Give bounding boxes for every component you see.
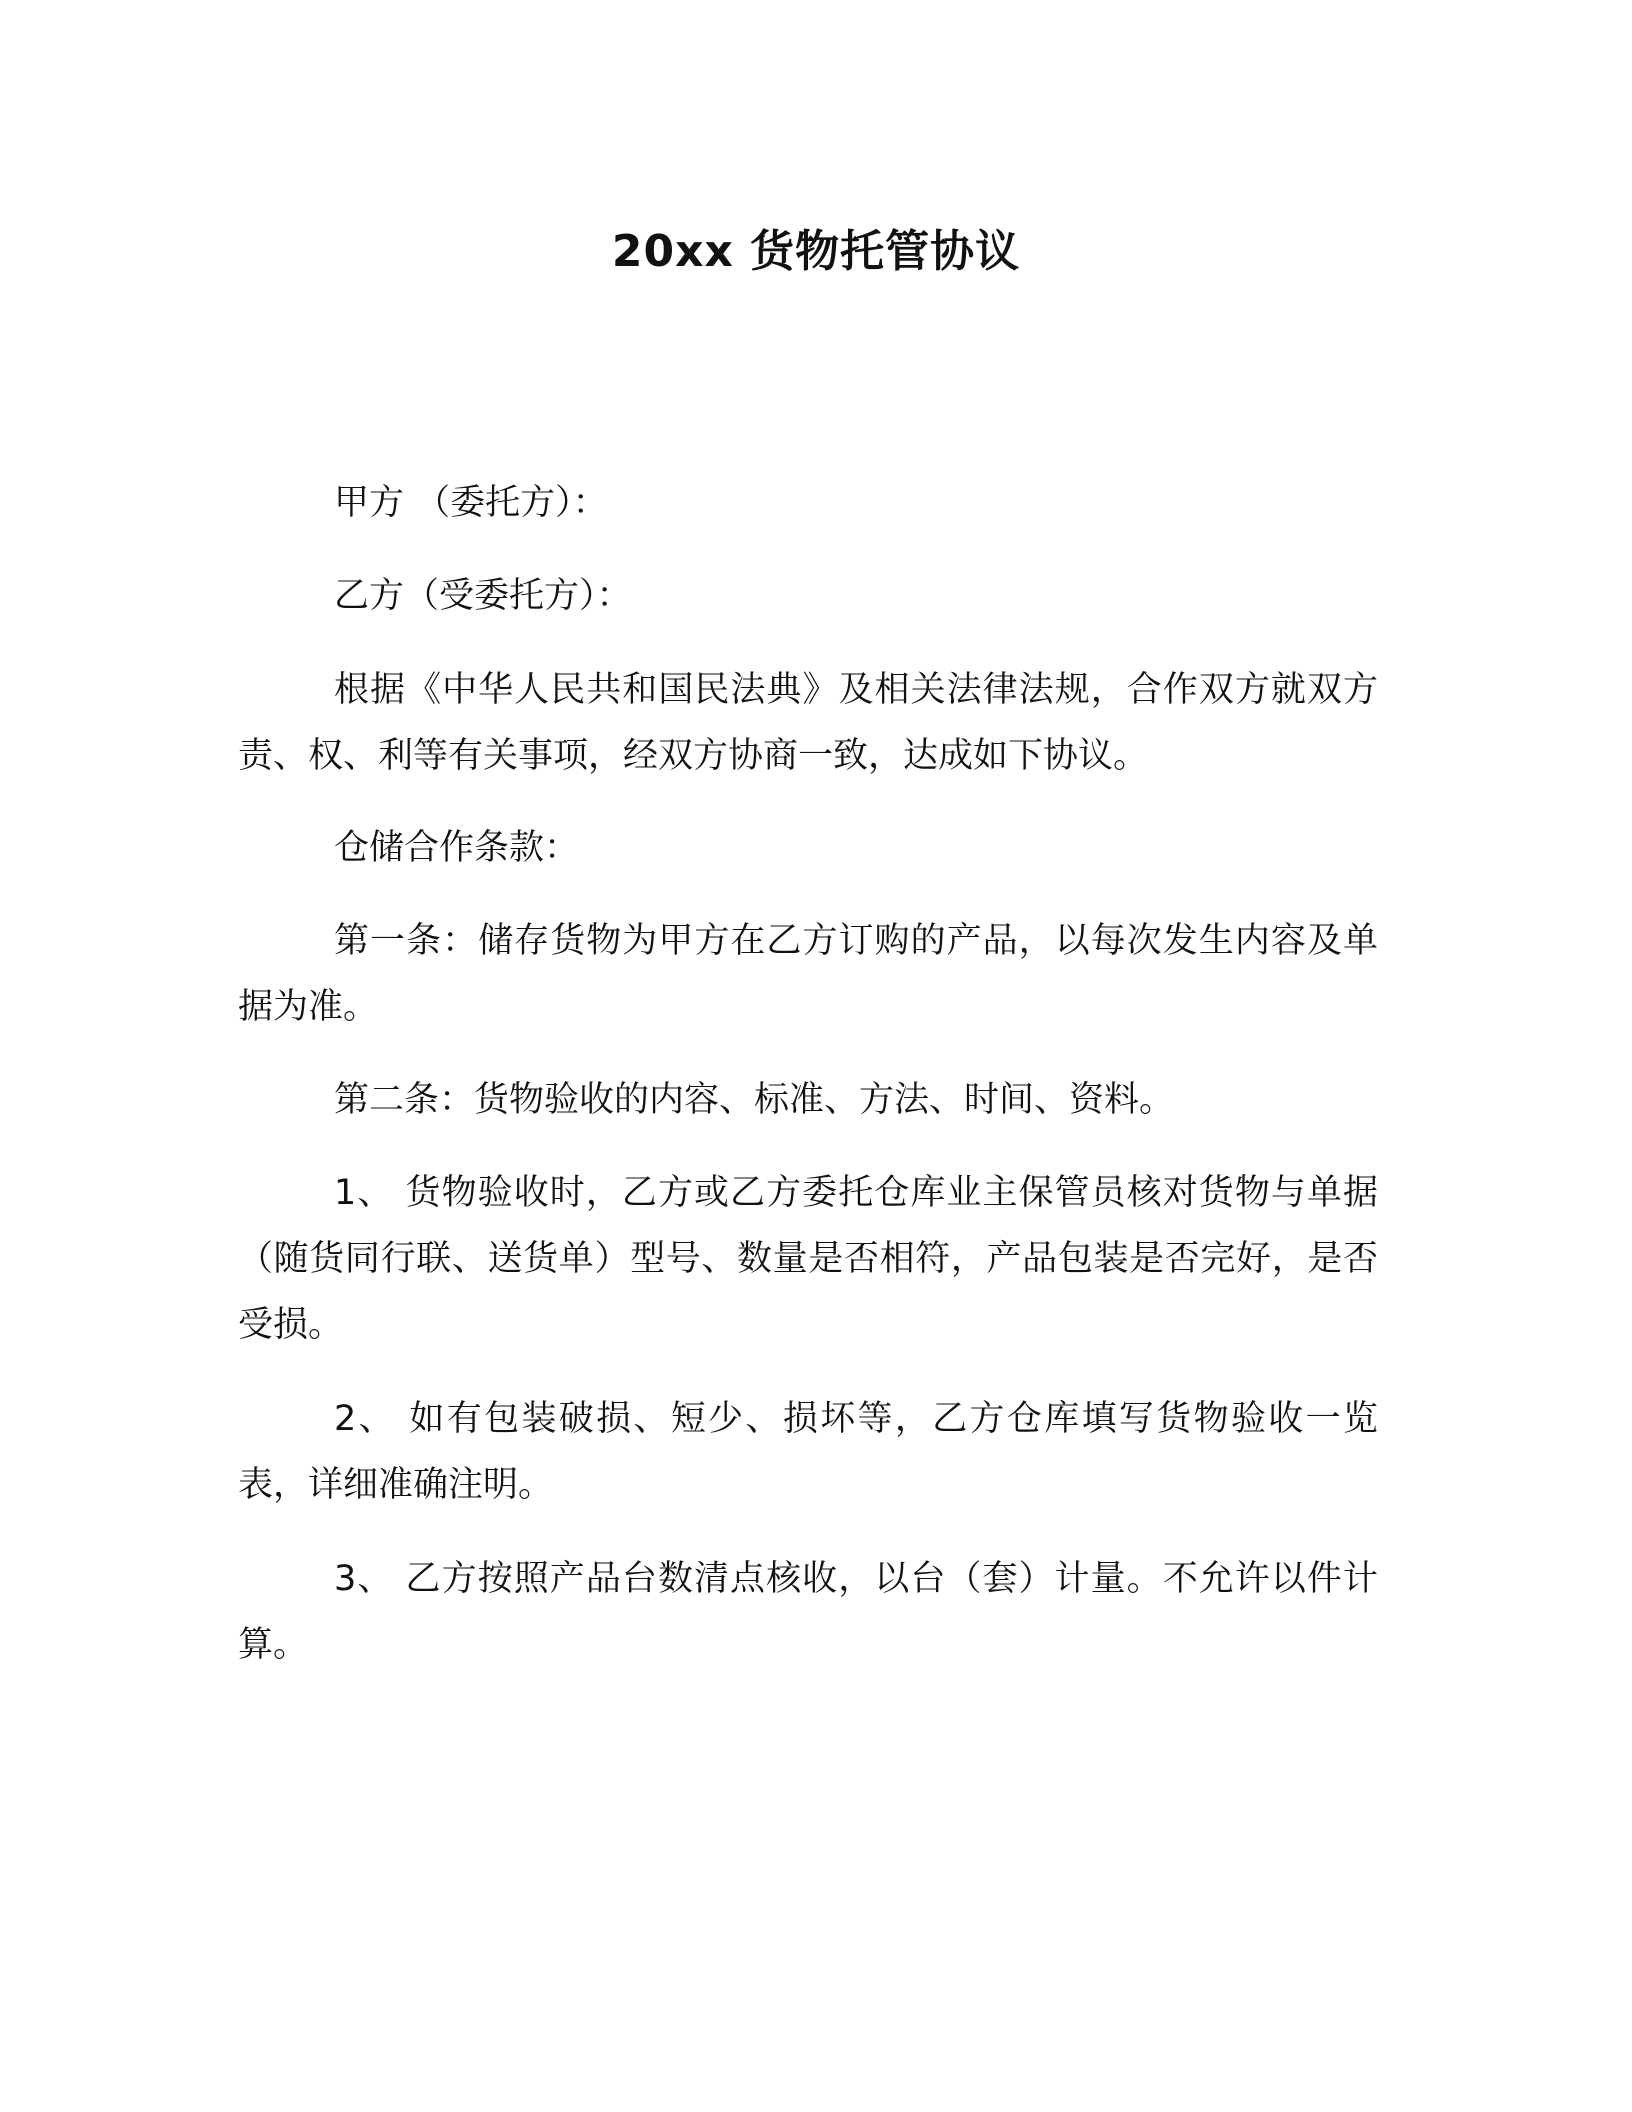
clause-3-paragraph: 3、 乙方按照产品台数清点核收，以台（套）计量。不允许以件计算。 xyxy=(238,1559,1378,1665)
preamble-paragraph: 根据《中华人民共和国民法典》及相关法律法规，合作双方就双方责、权、利等有关事项，经双方协商一致，达成如下协议。 xyxy=(238,670,1378,776)
article-1-paragraph: 第一条：储存货物为甲方在乙方订购的产品，以每次发生内容及单据为准。 xyxy=(238,921,1378,1027)
party-b-line: 乙方（受委托方）： xyxy=(334,576,632,616)
section-heading: 仓储合作条款： xyxy=(334,828,580,868)
clause-2-paragraph: 2、 如有包装破损、短少、损坏等，乙方仓库填写货物验收一览表，详细准确注明。 xyxy=(238,1399,1378,1505)
clause-1-paragraph: 1、 货物验收时，乙方或乙方委托仓库业主保管员核对货物与单据（随货同行联、送货单）型号、数量是否相符，产品包装是否完好，是否受损。 xyxy=(238,1173,1378,1345)
party-a-line: 甲方 （委托方）： xyxy=(334,483,608,523)
article-2-paragraph: 第二条：货物验收的内容、标准、方法、时间、资料。 xyxy=(334,1080,1175,1120)
document-title: 20xx 货物托管协议 xyxy=(611,226,1021,277)
